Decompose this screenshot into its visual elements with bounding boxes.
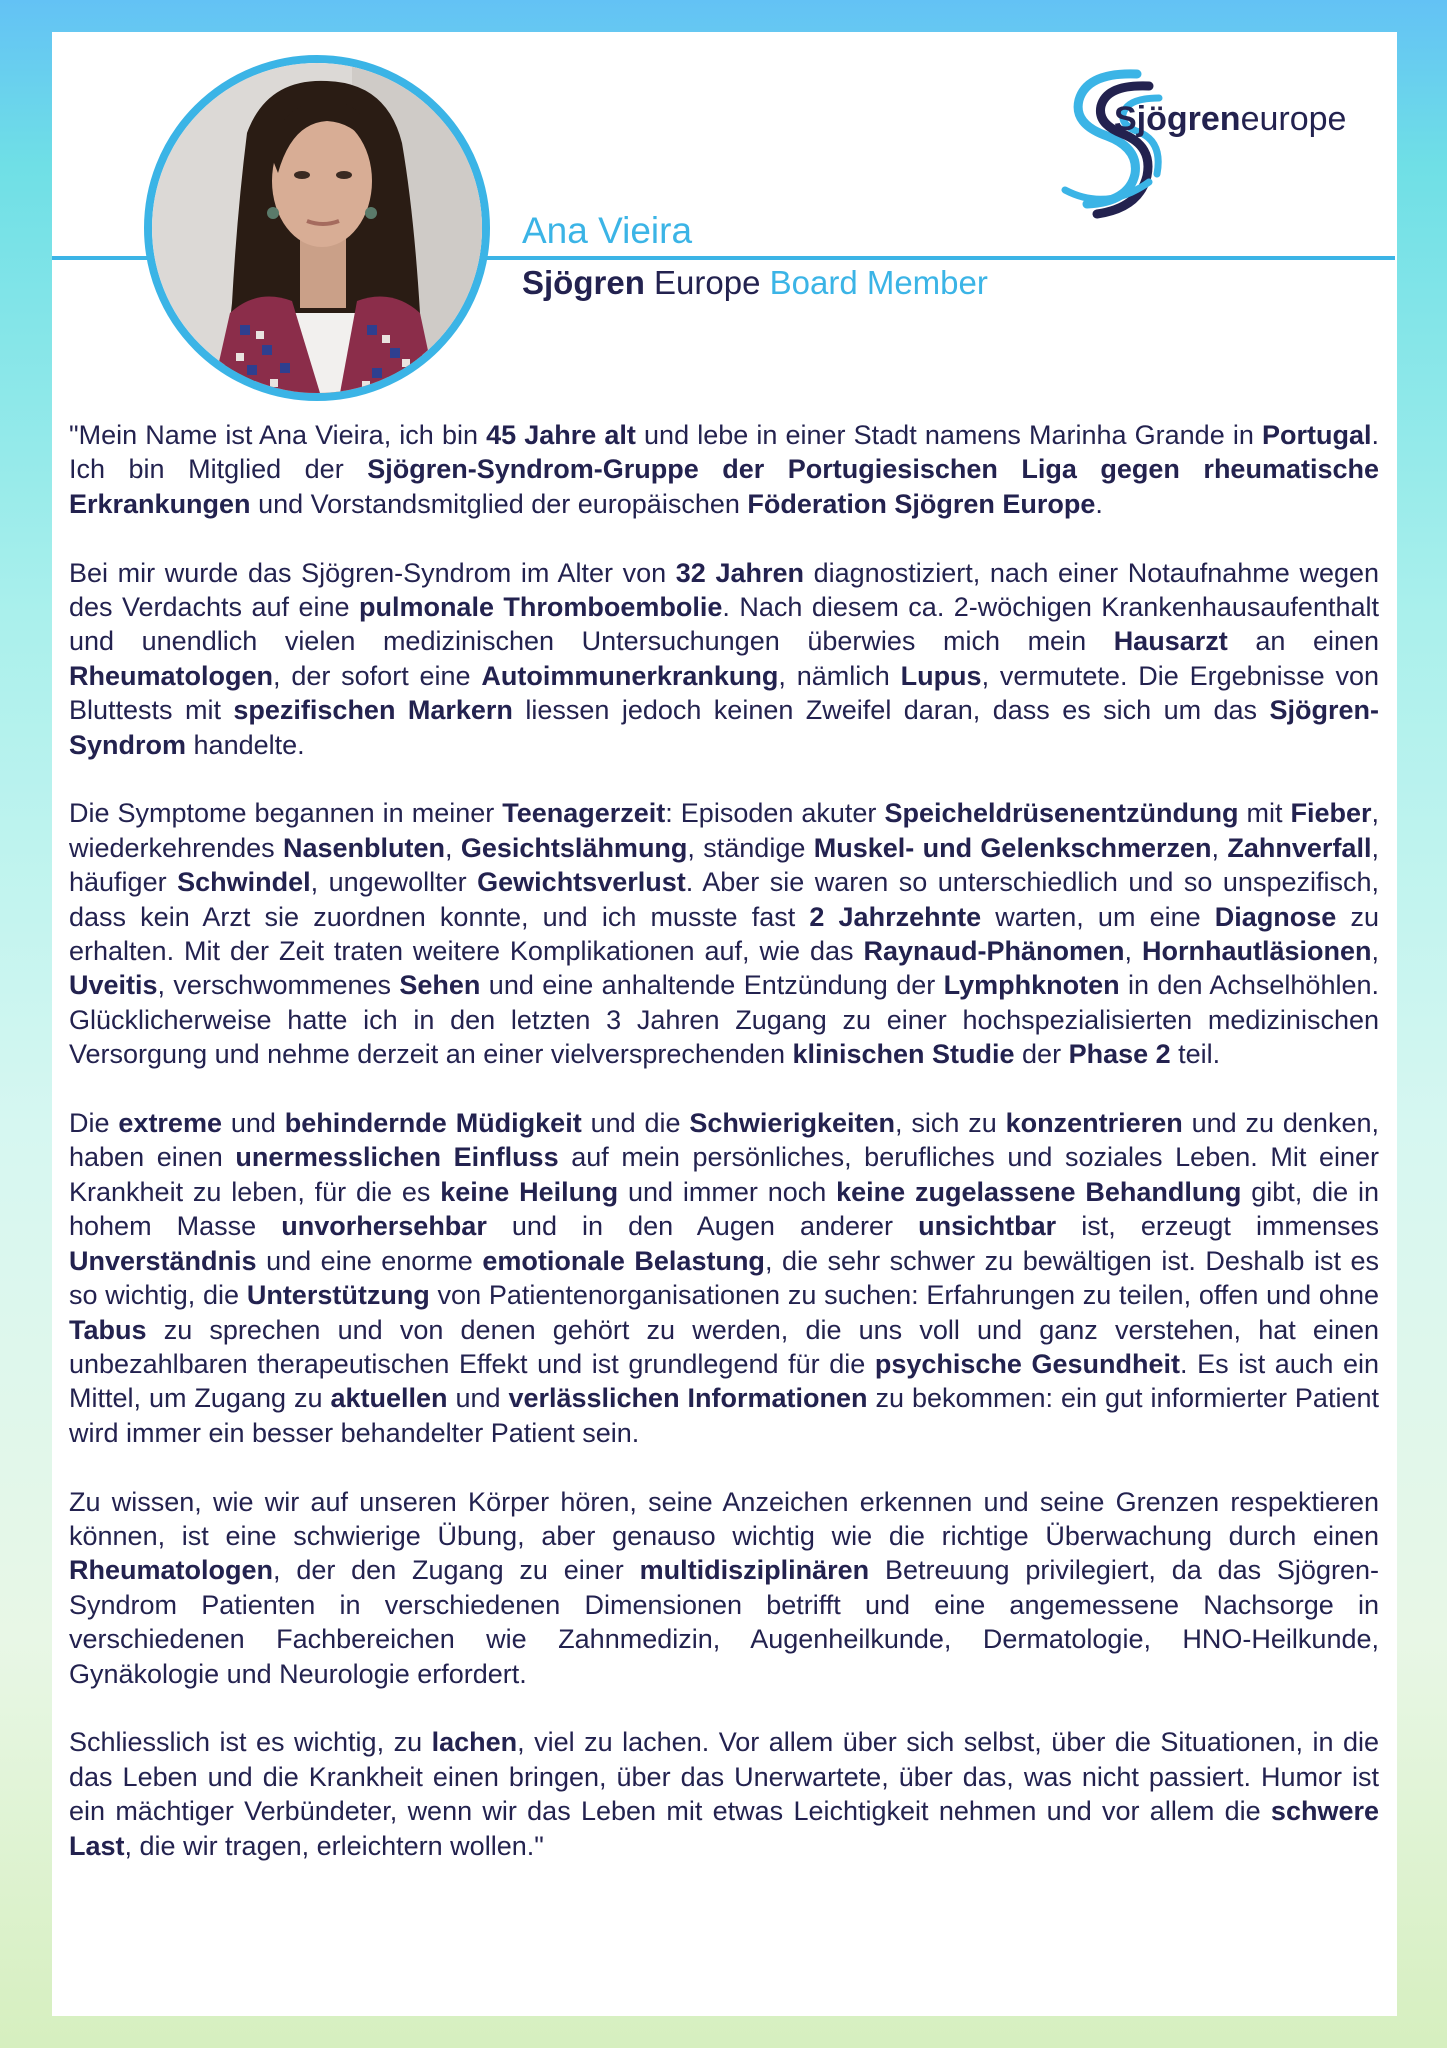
paragraph [69, 796, 1379, 1071]
paragraph [69, 1725, 1379, 1863]
portrait-photo [144, 55, 490, 401]
text-run: gibt, die in hohem Masse [69, 1176, 1379, 1242]
bold-text: Autoimmunerkrankung [481, 660, 779, 691]
text-run: , verschwommenes [157, 970, 400, 1001]
bold-text: lachen [431, 1727, 518, 1758]
bold-text: emotionale Belastung [482, 1245, 765, 1276]
bold-text: Schwindel [177, 867, 311, 898]
text-run: und zu denken, haben einen [69, 1108, 1379, 1173]
text-run: Betreuung privilegiert, da das Sjögren-Syndrom Patienten in verschiedenen Dimensionen betrifft und eine angemessene Nachsorge in verschiedenen Fachbereichen wie Zahnmedizin, Augenheilkunde, Dermatologie, HNO-Heilkunde, Gynäkologie und Neurologie erfordert. [69, 1555, 1379, 1689]
bold-text: Föderation Sjögren Europe [747, 488, 1096, 519]
paragraph [69, 418, 1379, 521]
bold-text: Lupus [900, 660, 982, 691]
bold-text: Lymphknoten [943, 970, 1120, 1001]
bold-text: Speicheldrüsenentzündung [884, 798, 1239, 829]
bold-text: konzentrieren [1005, 1108, 1183, 1139]
sjogren-europe-logo-icon [1027, 62, 1387, 222]
text-run: . Ich bin Mitglied der [69, 420, 1379, 485]
bold-text: psychische Gesundheit [874, 1348, 1181, 1379]
text-run: von Patientenorganisationen zu suchen: Erfahrungen zu teilen, offen und ohne [429, 1280, 1379, 1311]
bold-text: Rheumatologen [69, 660, 274, 691]
text-run: ist, erzeugt immenses [1056, 1211, 1379, 1242]
text-run: in den Achselhöhlen. Glücklicherweise hatte ich in den letzten 3 Jahren Zugang zu einer hochspezialisierten medizinischen Versorgung und nehme derzeit an einer vielversprechenden [69, 970, 1379, 1070]
text-run: , nämlich [778, 660, 901, 691]
bold-text: keine zugelassene Behandlung [836, 1176, 1242, 1207]
bold-text: Unverständnis [69, 1245, 257, 1276]
logo-wordmark-regular: europe [1240, 100, 1347, 138]
role-title: Board Member [769, 264, 988, 301]
text-run: , [445, 832, 461, 863]
bold-text: Gewichtsverlust [477, 867, 686, 898]
text-run: zu bekommen: ein gut informierter Patient wird immer ein besser behandelter Patient sein. [69, 1383, 1379, 1448]
bold-text: spezifischen Markern [233, 695, 513, 726]
bold-text: 32 Jahren [675, 557, 804, 588]
text-run: , [1211, 832, 1228, 863]
portrait-illustration [152, 63, 482, 393]
person-name: Ana Vieira [522, 210, 693, 251]
bold-text: verlässlichen Informationen [508, 1383, 868, 1414]
text-run: mit [1238, 798, 1291, 829]
bold-text: Schwierigkeiten [689, 1108, 895, 1139]
text-run: , die sehr schwer zu bewältigen ist. Deshalb ist es so wichtig, die [69, 1245, 1380, 1311]
text-run: der [1014, 1039, 1069, 1070]
paragraph [69, 1485, 1379, 1691]
text-run: und Vorstandsmitglied der europäischen [250, 488, 748, 519]
bold-text: aktuellen [330, 1383, 448, 1414]
paragraph [69, 556, 1379, 762]
profile-card [52, 32, 1397, 2016]
bold-text: multidisziplinären [639, 1555, 870, 1586]
testimonial-text [69, 418, 1379, 1897]
bold-text: Hausarzt [1113, 626, 1228, 657]
text-run: , [1371, 936, 1379, 967]
bold-text: Gesichtslähmung [460, 832, 688, 863]
bold-text: unvorhersehbar [281, 1211, 487, 1242]
bold-text: unermesslichen Einfluss [235, 1142, 559, 1173]
text-run: , vermutete. Die Ergebnisse von Bluttests mit [69, 660, 1380, 726]
text-run: handelte. [186, 729, 305, 760]
text-run: Zu wissen, wie wir auf unseren Körper hören, seine Anzeichen erkennen und seine Grenzen respektieren können, ist eine schwierige Übung, aber genauso wichtig wie die richtige Überwachung durch einen [69, 1486, 1379, 1551]
bold-text: Portugal [1261, 420, 1372, 450]
text-run: , der sofort eine [273, 660, 482, 691]
bold-text: Teenagerzeit [502, 798, 666, 829]
text-run: , ungewollter [310, 867, 478, 898]
bold-text: unsichtbar [918, 1211, 1057, 1242]
text-run: , sich zu [894, 1108, 1006, 1139]
text-run: teil. [1170, 1039, 1221, 1070]
bold-text: schwere Last [69, 1796, 1379, 1861]
text-run: , die wir tragen, erleichtern wollen." [124, 1830, 544, 1861]
role-org-rest: Europe [644, 264, 770, 301]
text-run: , wiederkehrendes [69, 798, 1380, 863]
bold-text: Unterstützung [246, 1280, 430, 1311]
bold-text: extreme [118, 1108, 222, 1139]
bold-text: Nasenbluten [282, 832, 446, 863]
text-run: liessen jedoch keinen Zweifel daran, dass es sich um das [512, 695, 1270, 726]
text-run: , der den Zugang zu einer [273, 1555, 640, 1586]
text-run: warten, um eine [981, 901, 1215, 932]
bold-text: behindernde Müdigkeit [284, 1108, 582, 1139]
text-run: und die [581, 1108, 690, 1139]
text-run: , häufiger [69, 832, 1379, 898]
bold-text: keine Heilung [440, 1176, 619, 1207]
bold-text: Sehen [399, 970, 481, 1001]
text-run: und eine enorme [256, 1245, 483, 1276]
text-run: Die Symptome begannen in meiner [69, 798, 503, 829]
text-run: . Aber sie waren so unterschiedlich und so unspezifisch, dass kein Arzt sie zuordnen konnte, und ich musste fast [69, 867, 1379, 932]
bold-text: Diagnose [1214, 901, 1337, 932]
text-run: und [221, 1108, 285, 1139]
text-run: . [1095, 488, 1103, 519]
text-run: Die [69, 1108, 119, 1139]
text-run: Bei mir wurde das Sjögren-Syndrom im Alter von [69, 557, 676, 588]
text-run: , ständige [687, 832, 814, 863]
text-run: an einen [1227, 626, 1380, 657]
paragraph [69, 1106, 1379, 1450]
person-role [522, 264, 988, 302]
bold-text: Uveitis [69, 970, 158, 1001]
bold-text: Fieber [1290, 798, 1372, 829]
bold-text: Rheumatologen [69, 1555, 274, 1586]
logo-wordmark-bold: Sjögren [1114, 100, 1241, 138]
text-run: : Episoden akuter [665, 798, 885, 829]
text-run: Schliesslich ist es wichtig, zu [69, 1727, 432, 1758]
text-run: . Nach diesem ca. 2-wöchigen Krankenhausaufenthalt und unendlich vielen medizinischen Untersuchungen überwies mich mein [69, 592, 1379, 657]
role-org-bold: Sjögren [522, 264, 645, 301]
bold-text: 45 Jahre alt [486, 420, 636, 450]
bold-text: Sjögren-Syndrom-Gruppe der Portugiesischen Liga gegen rheumatische Erkrankungen [69, 454, 1380, 519]
text-run: , [1124, 936, 1142, 967]
text-run: auf mein persönliches, berufliches und soziales Leben. Mit einer Krankheit zu leben, für die es [69, 1142, 1379, 1207]
bold-text: Hornhautläsionen [1141, 936, 1372, 967]
text-run: "Mein Name ist Ana Vieira, ich bin [69, 420, 487, 450]
text-run: und eine anhaltende Entzündung der [480, 970, 944, 1001]
text-run: diagnostiziert, nach einer Notaufnahme wegen des Verdachts auf eine [69, 557, 1380, 623]
text-run: zu erhalten. Mit der Zeit traten weitere Komplikationen auf, wie das [69, 901, 1379, 967]
bold-text: Sjögren-Syndrom [69, 695, 1379, 760]
bold-text: Phase 2 [1068, 1039, 1171, 1070]
text-run: und [447, 1383, 509, 1414]
bold-text: klinischen Studie [792, 1039, 1015, 1070]
text-run: und immer noch [618, 1176, 837, 1207]
text-run: und in den Augen anderer [486, 1211, 919, 1242]
bold-text: 2 Jahrzehnte [809, 901, 982, 932]
bold-text: pulmonale Thromboembolie [358, 592, 723, 623]
text-run: , viel zu lachen. Vor allem über sich selbst, über die Situationen, in die das Leben und die Krankheit einen bringen, über das Unerwartete, über das, was nicht passiert. Humor ist ein mächtiger Verbündeter, wenn wir das Leben mit etwas Leichtigkeit nehmen und vor allem die [69, 1727, 1379, 1827]
bold-text: Zahnverfall [1227, 832, 1372, 863]
bold-text: Raynaud-Phänomen [863, 936, 1125, 967]
text-run: und lebe in einer Stadt namens Marinha Grande in [635, 420, 1262, 450]
logo-wordmark [1114, 100, 1346, 139]
bold-text: Tabus [69, 1314, 147, 1345]
text-run: . Es ist auch ein Mittel, um Zugang zu [69, 1348, 1379, 1414]
bold-text: Muskel- und Gelenkschmerzen [813, 832, 1212, 863]
text-run: zu sprechen und von denen gehört zu werden, die uns voll und ganz verstehen, hat einen unbezahlbaren therapeutischen Effekt und ist grundlegend für die [69, 1314, 1379, 1379]
